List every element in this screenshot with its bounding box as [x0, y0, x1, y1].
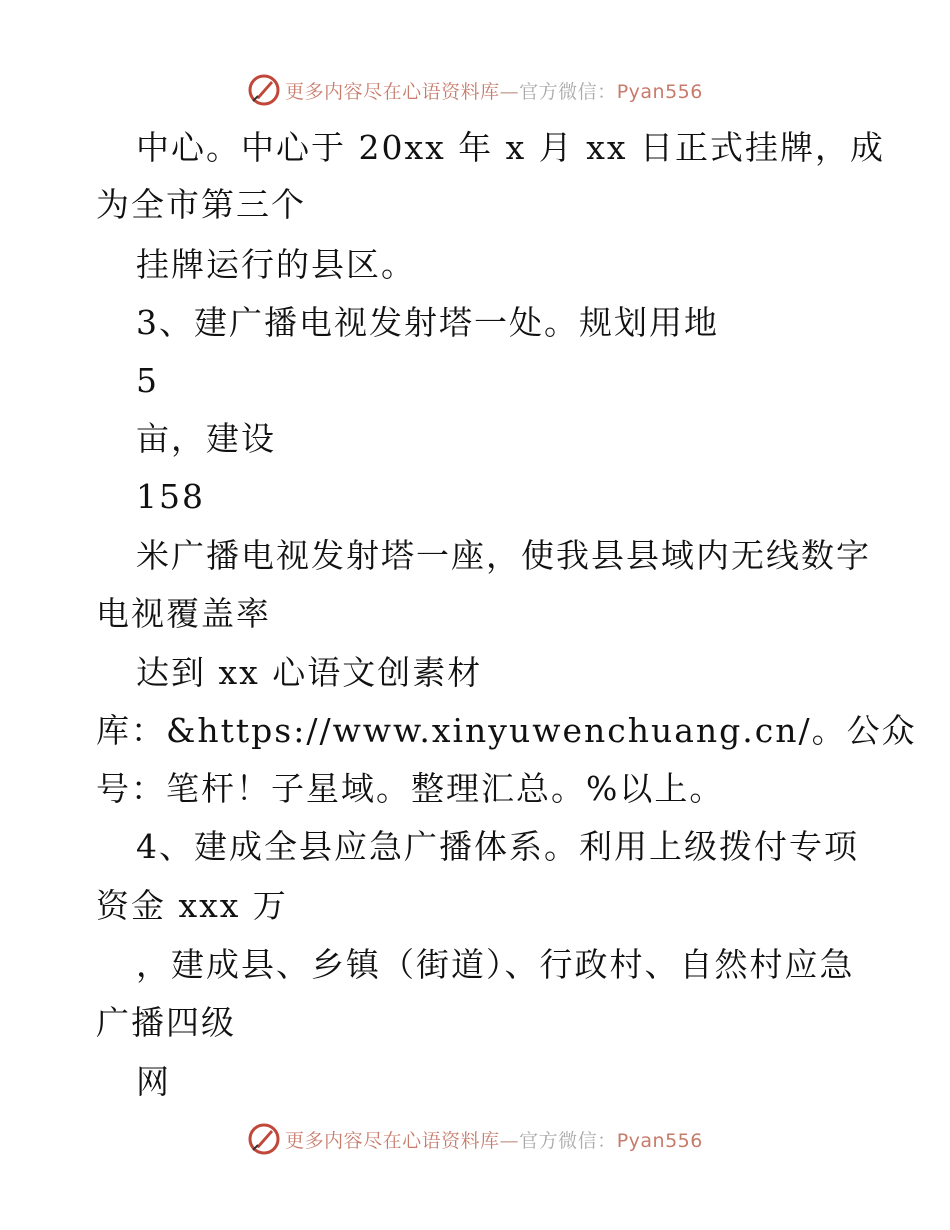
footer-banner: [0, 1122, 950, 1156]
body-line: 库：&https://www.xinyuwenchuang.cn/。公众: [96, 711, 917, 750]
body-line: 米广播电视发射塔一座，使我县县域内无线数字: [136, 536, 871, 575]
body-line: 网: [136, 1062, 171, 1101]
body-line: 5: [136, 361, 159, 400]
body-line: 挂牌运行的县区。: [136, 245, 416, 284]
body-line: 3、建广播电视发射塔一处。规划用地: [136, 303, 719, 342]
quill-circle-icon: [247, 1122, 281, 1156]
footer-sub-text: 官方微信：: [519, 1129, 617, 1152]
body-line: 电视覆盖率: [96, 594, 271, 633]
body-line: 广播四级: [96, 1003, 236, 1042]
body-line: 158: [136, 477, 205, 516]
header-wechat-id: Pyan556: [616, 80, 703, 103]
body-line: 亩，建设: [136, 419, 276, 458]
footer-wechat-id: Pyan556: [616, 1129, 703, 1152]
footer-banner-text: [285, 1126, 703, 1153]
footer-brand-text: 更多内容尽在心语资料库: [285, 1129, 500, 1152]
body-line: 4、建成全县应急广播体系。利用上级拨付专项: [136, 827, 859, 866]
body-line: ，建成县、乡镇（街道）、行政村、自然村应急: [136, 945, 855, 984]
body-line: 中心。中心于 20xx 年 x 月 xx 日正式挂牌，成: [136, 128, 885, 167]
header-sub-text: 官方微信：: [519, 80, 617, 103]
header-separator: —: [499, 80, 520, 103]
footer-separator: —: [499, 1129, 520, 1152]
body-line: 号：笔杆！子星域。整理汇总。%以上。: [96, 769, 725, 808]
body-line: 为全市第三个: [96, 185, 306, 224]
body-line: 达到 xx 心语文创素材: [136, 653, 483, 692]
header-brand-text: 更多内容尽在心语资料库: [285, 80, 500, 103]
body-line: 资金 xxx 万: [96, 886, 288, 925]
